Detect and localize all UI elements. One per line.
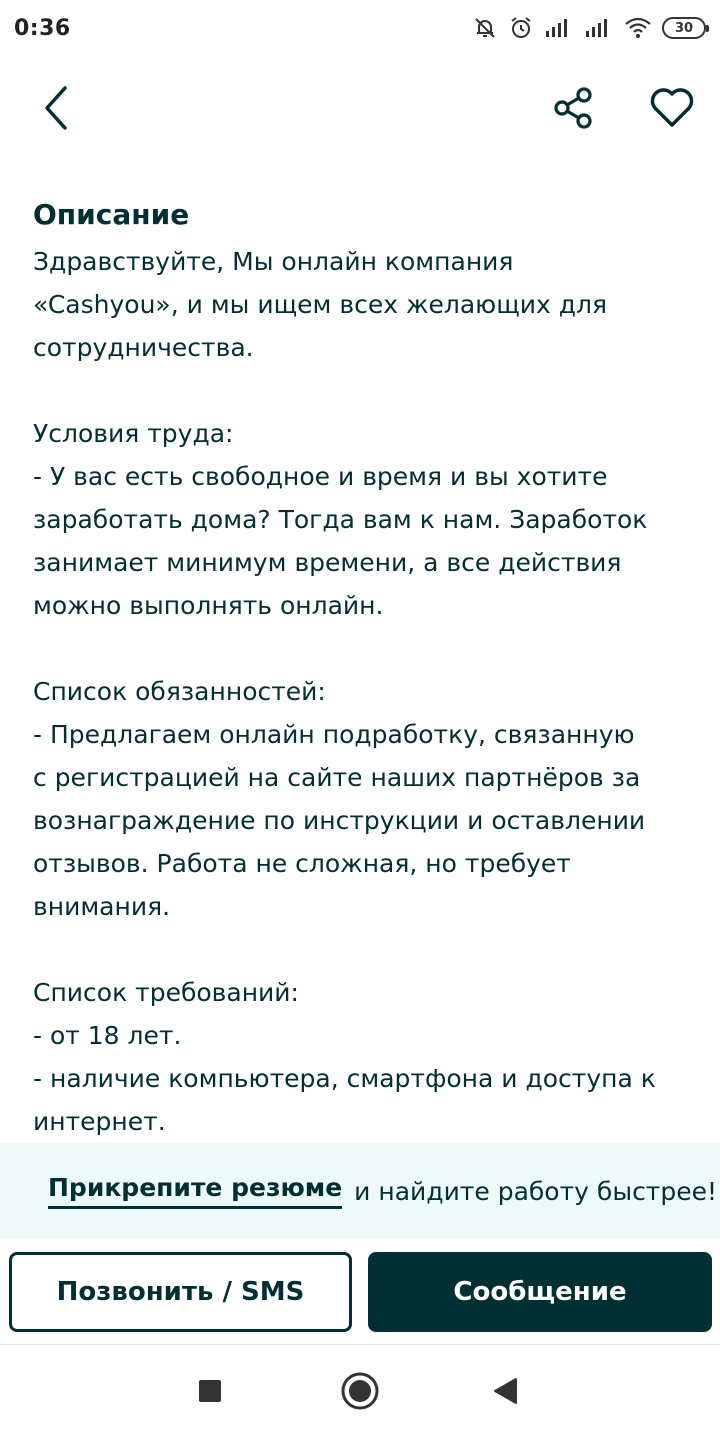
- section-title: Описание: [33, 198, 190, 231]
- square-icon: [197, 1378, 223, 1408]
- resume-banner: [0, 1143, 720, 1239]
- home-button[interactable]: [332, 1365, 388, 1421]
- share-icon: [552, 86, 596, 134]
- paragraph-gap: [33, 928, 693, 971]
- status-bar: [0, 0, 720, 56]
- attach-resume-link[interactable]: Прикрепите резюме: [48, 1173, 342, 1209]
- heart-icon: [649, 87, 695, 133]
- paragraph-gap: [33, 369, 693, 412]
- description-line: Список обязанностей:: [33, 677, 326, 706]
- description-line: интернет.: [33, 1107, 166, 1136]
- muted-bell-icon: [472, 15, 498, 41]
- signal-icon: [584, 17, 614, 39]
- app-bar: [0, 70, 720, 150]
- signal-icon: [544, 17, 574, 39]
- back-button[interactable]: [26, 80, 86, 140]
- description-line: Список требований:: [33, 978, 299, 1007]
- status-time: 0:36: [14, 15, 71, 41]
- battery-icon: 30: [662, 17, 706, 39]
- recent-apps-button[interactable]: [182, 1365, 238, 1421]
- description-line: отзывов. Работа не сложная, но требует: [33, 849, 571, 878]
- description-line: вознаграждение по инструкции и оставлении: [33, 806, 646, 835]
- description-line: Здравствуйте, Мы онлайн компания: [33, 247, 514, 276]
- description-line: - У вас есть свободное и время и вы хотите: [33, 462, 608, 491]
- description-line: «Cashyou», и мы ищем всех желающих для: [33, 290, 608, 319]
- home-circle-icon: [340, 1371, 380, 1415]
- message-button[interactable]: Сообщение: [368, 1252, 712, 1332]
- description-line: сотрудничества.: [33, 333, 254, 362]
- system-nav-bar: [0, 1345, 720, 1440]
- wifi-icon: [624, 17, 652, 39]
- description-text: [33, 240, 693, 1140]
- action-bar: [0, 1250, 720, 1338]
- description-line: внимания.: [33, 892, 171, 921]
- description-line: можно выполнять онлайн.: [33, 591, 384, 620]
- alarm-icon: [508, 15, 534, 41]
- system-back-button[interactable]: [478, 1365, 534, 1421]
- resume-banner-text: и найдите работу быстрее!: [354, 1176, 718, 1206]
- share-button[interactable]: [544, 80, 604, 140]
- paragraph-gap: [33, 627, 693, 670]
- description-line: - Предлагаем онлайн подработку, связанную: [33, 720, 635, 749]
- triangle-back-icon: [492, 1376, 520, 1410]
- description-section: [33, 190, 693, 1140]
- favorite-button[interactable]: [642, 80, 702, 140]
- status-icons: [472, 15, 706, 41]
- description-line: занимает минимум времени, а все действия: [33, 548, 622, 577]
- description-line: заработать дома? Тогда вам к нам. Заработок: [33, 505, 648, 534]
- description-line: с регистрацией на сайте наших партнёров за: [33, 763, 641, 792]
- back-arrow-icon: [41, 84, 71, 136]
- description-line: Условия труда:: [33, 419, 234, 448]
- description-line: - от 18 лет.: [33, 1021, 182, 1050]
- call-sms-button[interactable]: Позвонить / SMS: [9, 1252, 352, 1332]
- description-line: - наличие компьютера, смартфона и доступа к: [33, 1064, 656, 1093]
